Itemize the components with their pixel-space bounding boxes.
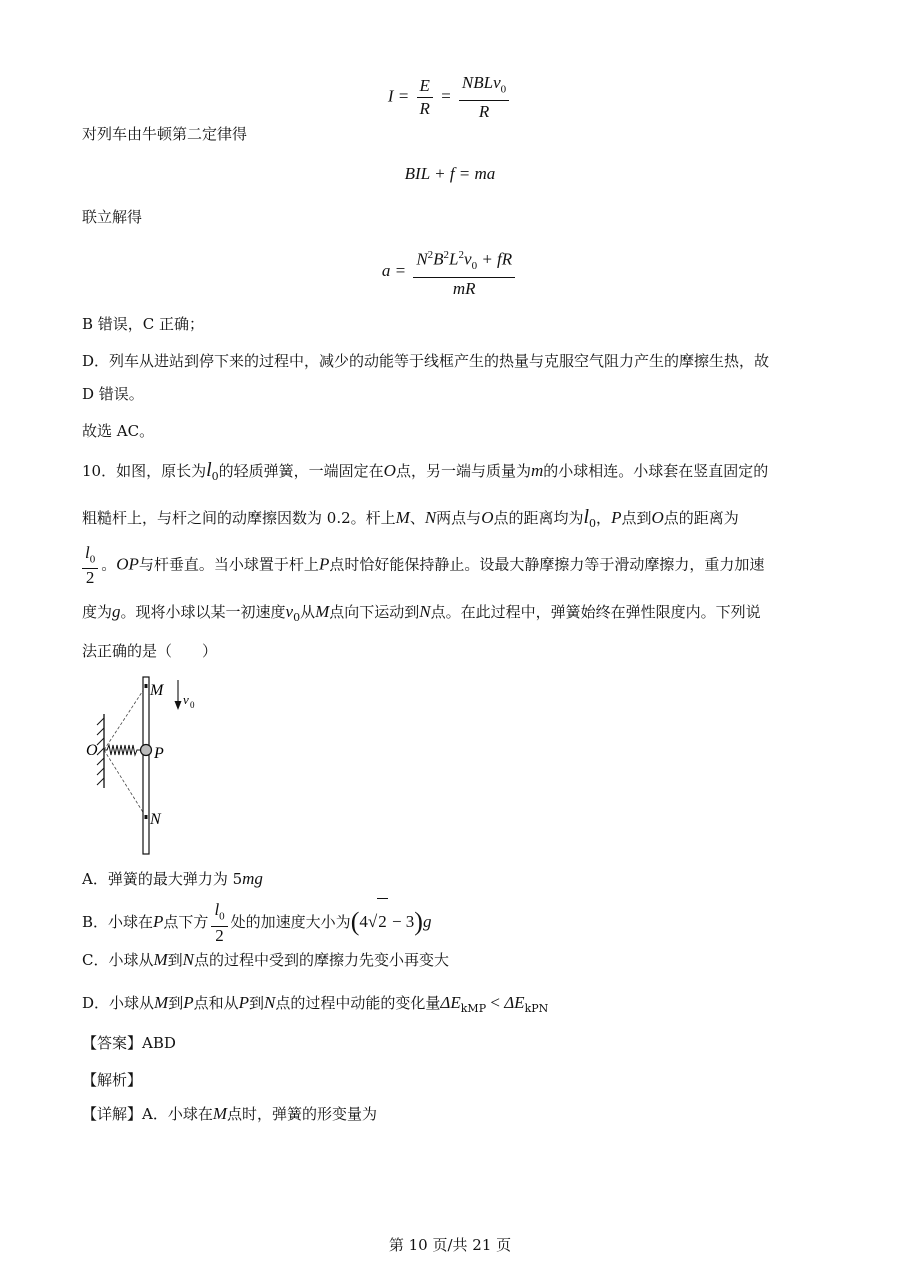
q10-line2: [82, 507, 739, 534]
fraction-numerator: [82, 544, 98, 569]
sym-o: O: [481, 508, 494, 527]
sym-op: OP: [116, 554, 139, 574]
option-d: [82, 993, 548, 1019]
fraction-denominator: R: [478, 102, 490, 122]
equation-newton: BIL + f = ma: [404, 164, 496, 183]
sym-m-point: M: [395, 508, 410, 527]
q10-line1: [82, 460, 768, 487]
sqrt-arg: 2: [377, 898, 388, 945]
sym-v: v: [464, 249, 472, 269]
text: 、: [409, 509, 425, 527]
text-solve: 联立解得: [82, 208, 143, 226]
sym-v: v: [285, 602, 294, 621]
analysis-line: 【解析】: [82, 1071, 143, 1089]
text: 点的过程中受到的摩擦力先变小再变大: [194, 951, 450, 969]
text: 粗糙杆上，与杆之间的动摩擦因数为 0.2。杆上: [82, 509, 396, 527]
text: 点向下运动到: [329, 603, 420, 621]
fraction-e-over-r: [417, 75, 433, 120]
fraction-numerator: [211, 901, 227, 926]
fraction-numerator: E: [417, 75, 433, 98]
text-b-wrong: B 错误，C 正确；: [82, 315, 205, 333]
text-choose: 故选 AC。: [82, 422, 155, 440]
dashed-line-on: [104, 750, 146, 817]
wall-hatch: [97, 718, 104, 785]
exponent: 2: [443, 249, 450, 261]
text: 10．如图，原长为: [82, 462, 207, 480]
subscript: 0: [219, 910, 225, 923]
text: 与杆垂直。当小球置于杆上: [138, 555, 319, 574]
q10-line5: 法正确的是（ ）: [82, 642, 218, 660]
text: 度为: [82, 603, 113, 621]
text: 点的过程中动能的变化量: [275, 994, 441, 1012]
sym-m: m: [530, 461, 544, 480]
text: 到: [168, 994, 184, 1012]
sym-delta-e: ΔE: [504, 993, 525, 1012]
rod: [143, 677, 149, 854]
sym-p: P: [153, 912, 164, 931]
paren-open: (: [350, 907, 360, 936]
arrow-head-icon: [175, 701, 182, 710]
fraction-acceleration: [413, 244, 515, 300]
text: 的小球相连。小球套在竖直固定的: [543, 462, 769, 480]
text: A．弹簧的最大弹力为 5: [82, 870, 243, 888]
sqrt-symbol: √: [367, 912, 378, 931]
sym-delta-e: ΔE: [440, 993, 461, 1012]
answer-line: 【答案】ABD: [82, 1034, 176, 1052]
exponent: 2: [427, 249, 434, 261]
sym-l: l: [214, 900, 220, 920]
subscript: 0: [89, 553, 96, 566]
spring: [104, 745, 140, 755]
exponent: 2: [458, 249, 465, 261]
subscript: kMP: [460, 1002, 487, 1015]
sym-n-point: N: [264, 993, 276, 1012]
sym-p: P: [611, 508, 622, 527]
text: B．小球在: [82, 913, 154, 931]
text: ，: [596, 509, 612, 527]
option-a: [82, 869, 263, 889]
sym-mg: mg: [242, 869, 263, 888]
dashed-line-om: [104, 686, 146, 750]
label-n: N: [150, 811, 161, 828]
text: 点的距离为: [663, 509, 739, 527]
page-footer: 第 10 页/共 21 页: [388, 1236, 512, 1254]
detail-line: [82, 1104, 377, 1124]
sym-o: O: [651, 508, 664, 527]
sym-p: P: [318, 554, 330, 574]
subscript: 0: [211, 470, 219, 483]
text-d-line1: D．列车从进站到停下来的过程中，减少的动能等于线框产生的热量与克服空气阻力产生的摩擦生热，故: [82, 352, 770, 370]
text: C．小球从: [82, 951, 154, 969]
sym-g: g: [422, 912, 432, 931]
text: 点。在此过程中，弹簧始终在弹性限度内。下列说: [430, 603, 761, 621]
option-c: [82, 950, 449, 970]
text: 点到: [621, 509, 652, 527]
sym-m-point: M: [153, 950, 168, 969]
sym-fr: + fR: [481, 249, 513, 269]
fraction-half-l0: [82, 544, 98, 587]
numerator-text: NBLv: [461, 73, 501, 92]
sym-p: P: [238, 993, 250, 1012]
text: 。现将小球以某一初速度: [120, 603, 286, 621]
text: 点时恰好能保持静止。设最大静摩擦力等于滑动摩擦力，重力加速: [329, 555, 765, 574]
sym-n-point: N: [424, 508, 437, 527]
expression-b: [350, 907, 423, 936]
equation-current: [0, 72, 900, 123]
text: 处的加速度大小为: [230, 913, 351, 931]
q10-line3: [82, 544, 764, 587]
sym-o: O: [383, 461, 396, 480]
eq-sign: =: [440, 86, 452, 106]
sym-l: l: [206, 459, 212, 481]
eq-sign: =: [397, 86, 410, 106]
sym-n-point: N: [419, 602, 431, 621]
sym-n-point: N: [182, 950, 195, 969]
sym-g: g: [112, 602, 121, 621]
fraction-denominator: R: [419, 99, 430, 119]
text: 。: [101, 555, 117, 574]
sym-n: N: [416, 249, 428, 269]
subscript: kPN: [524, 1002, 549, 1015]
sym-l: l: [583, 506, 590, 528]
eq-sign: =: [394, 260, 407, 280]
label-m: M: [150, 682, 164, 699]
text: 点的距离均为: [493, 509, 584, 527]
ball: [141, 745, 152, 756]
num-4: 4: [359, 912, 368, 931]
text-newton: 对列车由牛顿第二定律得: [82, 125, 248, 143]
q10-line4: [82, 602, 761, 628]
sym-l: L: [449, 249, 459, 269]
label-v: v: [183, 692, 189, 707]
fraction-half-l0: [211, 901, 227, 944]
equation-acceleration: [0, 244, 900, 300]
text: 从: [300, 603, 316, 621]
fraction-denominator: 2: [85, 568, 95, 588]
eq-symbol: I: [387, 86, 394, 106]
sym-m-point: M: [315, 602, 330, 621]
text: 到: [167, 951, 183, 969]
label-p: P: [154, 745, 164, 762]
minus-3: − 3: [387, 912, 415, 931]
text: 点，另一端与质量为: [395, 462, 531, 480]
point-m-mark: [145, 684, 148, 688]
subscript: 0: [471, 260, 478, 273]
label-v-sub: 0: [190, 700, 195, 710]
subscript: 0: [500, 83, 507, 96]
text-d-line2: D 错误。: [82, 385, 144, 403]
sym-m-point: M: [154, 993, 169, 1012]
text: 的轻质弹簧，一端固定在: [218, 462, 384, 480]
fraction-nblv-over-r: [459, 72, 509, 123]
fraction-numerator: [413, 244, 515, 278]
sym-l: l: [85, 543, 90, 562]
sym-b: B: [433, 249, 444, 269]
label-o: O: [86, 742, 98, 759]
text: 两点与: [436, 509, 482, 527]
sym-m-point: M: [212, 1104, 228, 1123]
paren-close: ): [414, 907, 423, 936]
text: 点时，弹簧的形变量为: [227, 1105, 378, 1123]
text: 点下方: [163, 913, 209, 931]
text: D．小球从: [82, 994, 155, 1012]
subscript: 0: [293, 611, 301, 624]
text: 点和从: [193, 994, 239, 1012]
text: 到: [249, 994, 265, 1012]
fraction-denominator: mR: [452, 279, 476, 299]
figure-spring-rod: [82, 672, 202, 862]
subscript: 0: [589, 517, 597, 530]
fraction-denominator: 2: [215, 925, 224, 945]
eq-symbol: a: [381, 260, 391, 280]
less-than: <: [486, 993, 505, 1012]
sym-p: P: [183, 993, 194, 1012]
option-b: [82, 898, 431, 945]
point-n-mark: [145, 815, 148, 819]
text: 【详解】A．小球在: [82, 1105, 213, 1123]
fraction-numerator: [459, 72, 509, 101]
